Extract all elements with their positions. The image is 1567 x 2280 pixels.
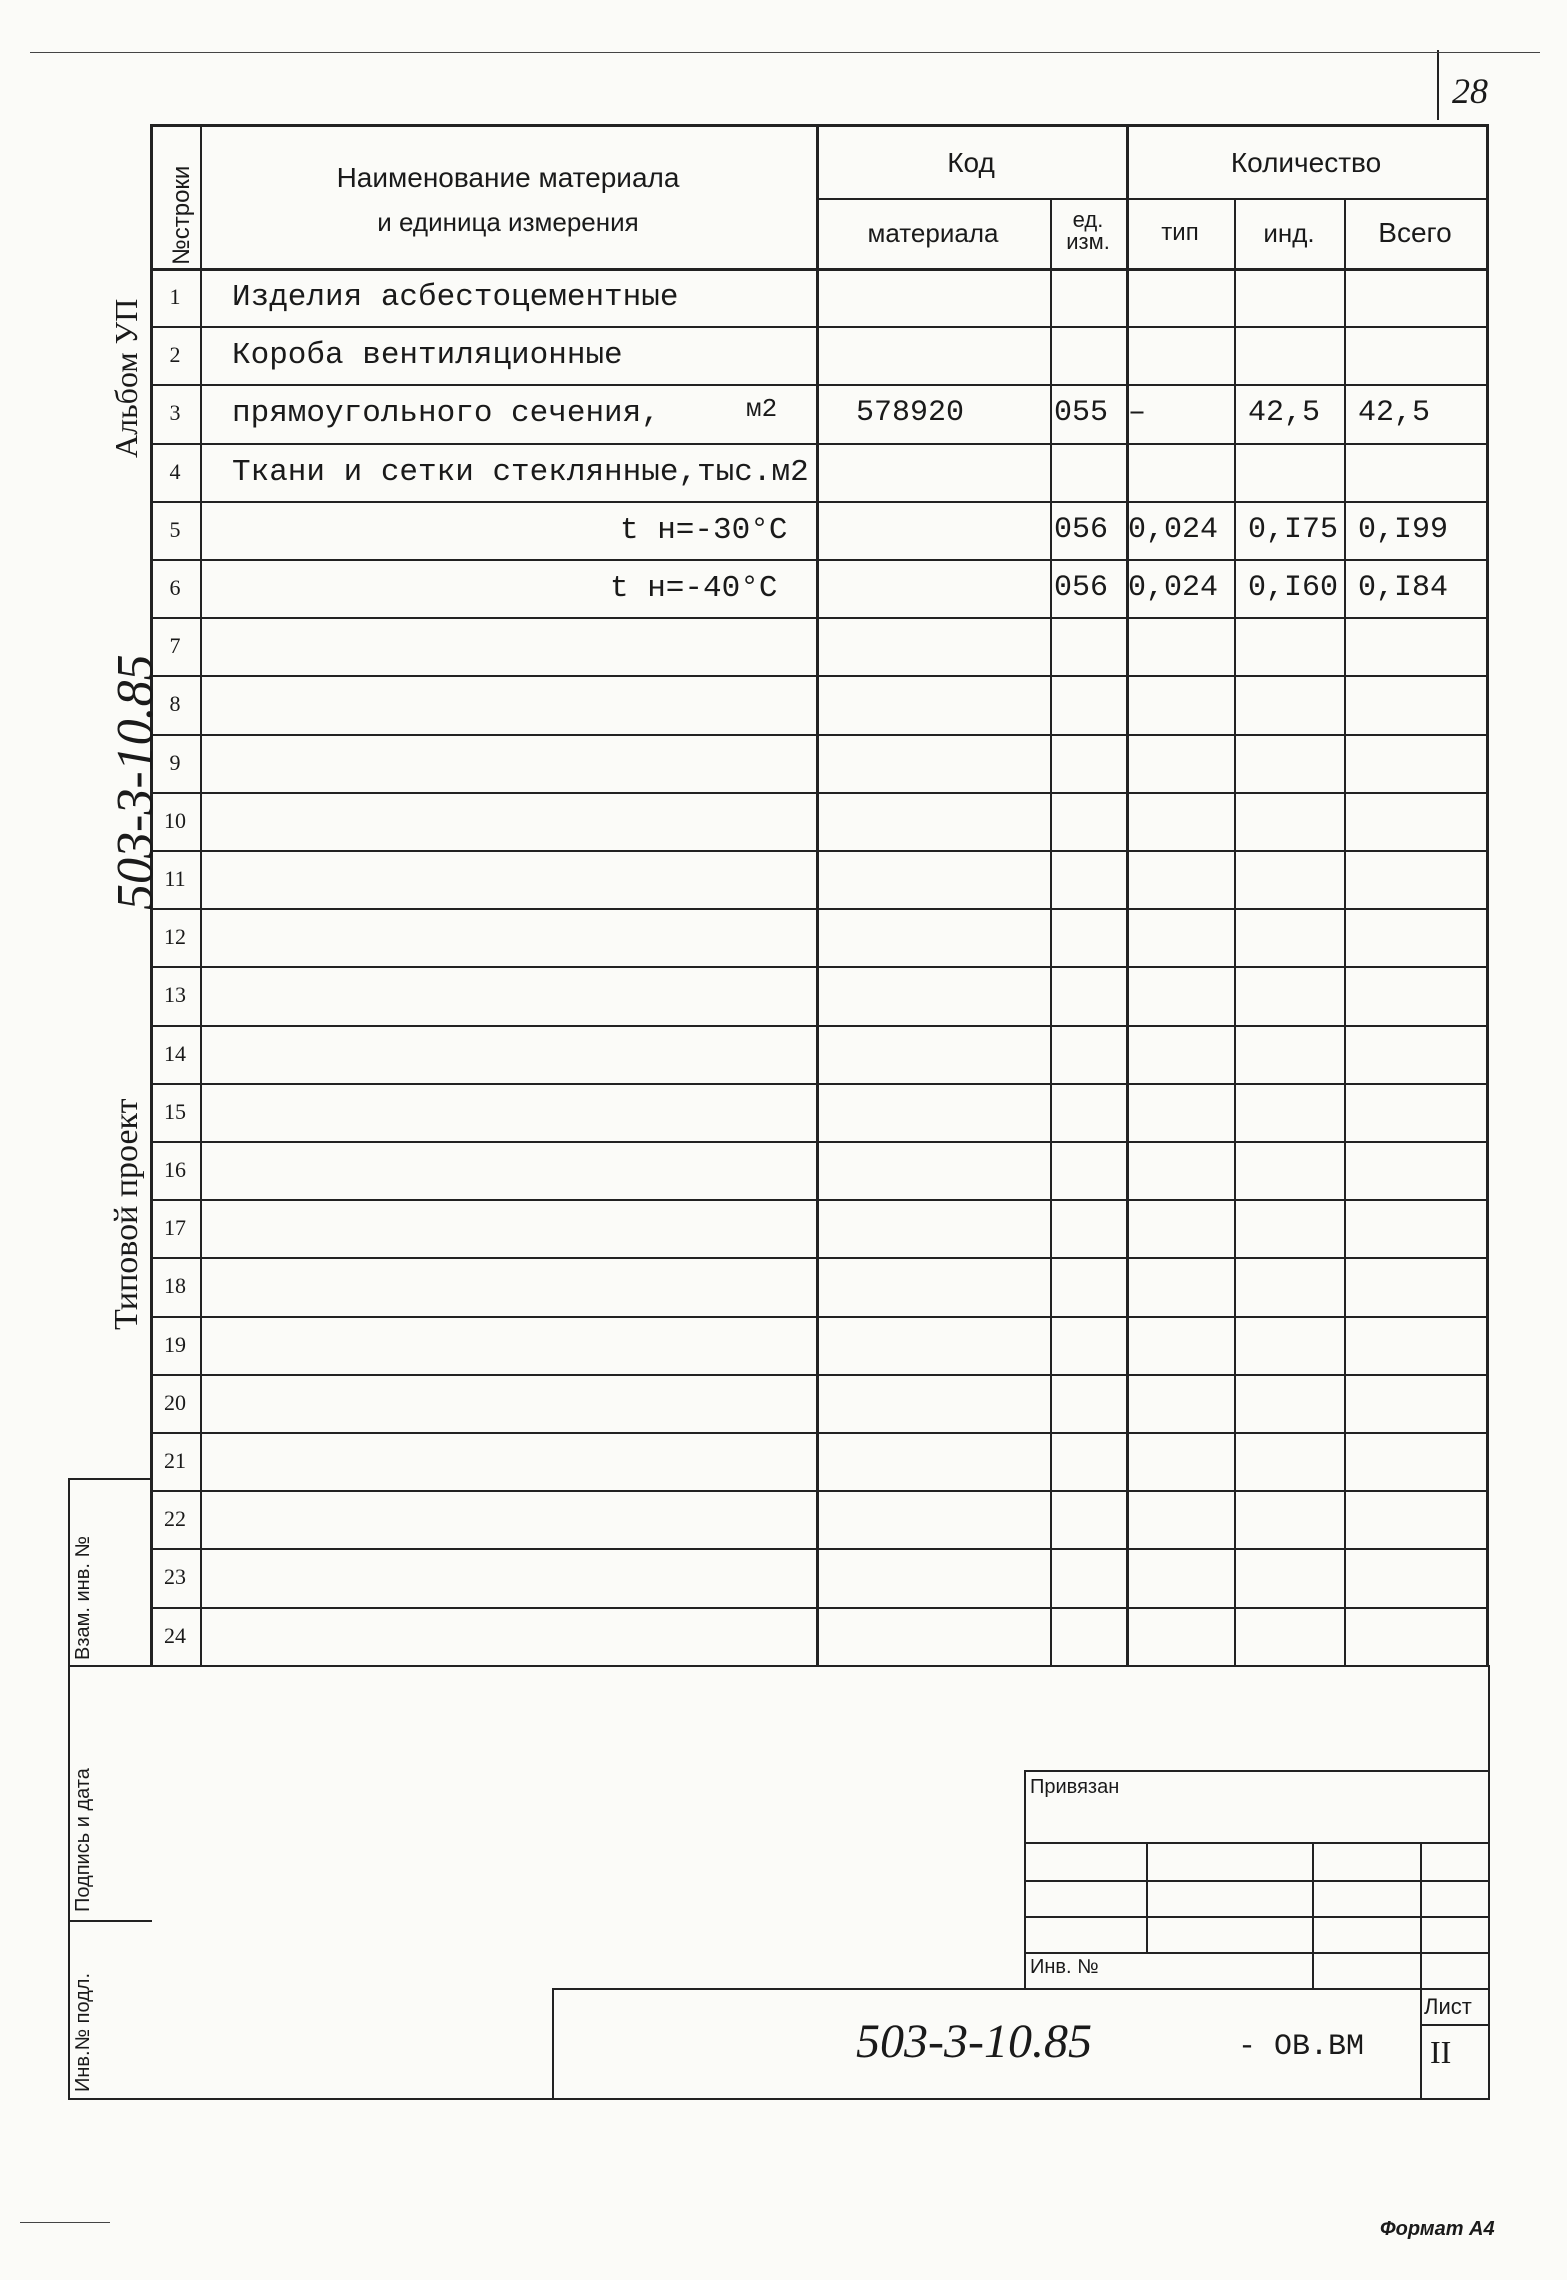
- inv-no-label: Инв. №: [1030, 1956, 1099, 1978]
- row-number: 5: [169, 516, 181, 542]
- doc-number-handwritten: 503-3-10.85: [856, 2015, 1092, 2068]
- header-name-line1: Наименование материала: [336, 161, 680, 193]
- unit-code: 056: [1054, 571, 1109, 605]
- row-number: 8: [169, 691, 181, 717]
- stamp-row2: [1024, 1880, 1488, 1882]
- qty-ind: 42,5: [1248, 396, 1321, 431]
- row-number: 23: [164, 1564, 186, 1590]
- header-ind: инд.: [1263, 217, 1315, 248]
- row-number: 11: [164, 866, 186, 891]
- side-strip-bottom: [68, 2098, 1488, 2100]
- material-name: Изделия асбестоцементные: [232, 280, 679, 315]
- row-number: 22: [164, 1506, 186, 1532]
- qty-total: 0,I99: [1358, 512, 1449, 547]
- qty-ind: 0,I60: [1248, 571, 1339, 605]
- col-unit: [1050, 198, 1052, 1665]
- stamp-row3: [1024, 1916, 1488, 1918]
- header-unit: ед. изм.: [1066, 207, 1110, 254]
- side-strip-top: [68, 1478, 152, 1480]
- material-name: t н=-30°C: [620, 512, 788, 548]
- doc-suffix: - ОВ.ВМ: [1238, 2030, 1365, 2064]
- row-number: 17: [164, 1215, 186, 1241]
- qty-typ: 0,024: [1128, 571, 1219, 605]
- side-strip-div1: [68, 1665, 1488, 1667]
- typical-project-label: Типовой проект: [108, 1098, 145, 1330]
- header-material: материала: [867, 217, 999, 248]
- material-name: t н=-40°C: [610, 571, 778, 606]
- stamp-row4: [1024, 1952, 1488, 1954]
- row-number: 9: [169, 749, 181, 775]
- row-number: 19: [164, 1331, 186, 1357]
- qty-typ: –: [1128, 396, 1147, 431]
- unit-code: 056: [1054, 512, 1109, 547]
- list-value: II: [1430, 2034, 1452, 2070]
- unit-code: 055: [1054, 396, 1109, 431]
- col-code: [816, 124, 819, 1665]
- main-stamp-top: [552, 1988, 1488, 1990]
- row-number: 4: [169, 458, 181, 484]
- header-name-line2: и единица измерения: [377, 206, 639, 237]
- col-ind: [1234, 198, 1236, 1665]
- stamp-col1: [1146, 1842, 1148, 1952]
- bottom-left-mark: [20, 2222, 110, 2223]
- row-number: 16: [164, 1157, 186, 1182]
- row-number: 7: [169, 633, 181, 659]
- material-name: Ткани и сетки стеклянные,тыс.м2: [232, 454, 809, 490]
- row-number: 21: [164, 1448, 186, 1473]
- header-row-no: №строки: [168, 165, 195, 265]
- row-number: 14: [164, 1040, 186, 1066]
- sheet-number: 28: [1452, 71, 1488, 111]
- col-typ: [1126, 124, 1129, 1665]
- row-number: 13: [164, 982, 186, 1008]
- stamp-col2: [1312, 1842, 1314, 1988]
- col-right: [1486, 124, 1489, 1665]
- material-name: Короба вентиляционные: [232, 338, 623, 374]
- stamp-left: [1024, 1770, 1026, 1988]
- vzam-inv-label: Взам. инв. №: [72, 1536, 94, 1660]
- material-code: 578920: [856, 396, 965, 431]
- row-number: 2: [169, 342, 181, 368]
- stamp-top: [1024, 1770, 1488, 1772]
- header-quantity: Количество: [1230, 146, 1382, 178]
- album-label: Альбом УП: [108, 298, 144, 458]
- side-strip-left: [68, 1478, 70, 2100]
- sheet-number-divider: [1437, 50, 1439, 120]
- privyazan-label: Привязан: [1030, 1776, 1120, 1798]
- header-total: Всего: [1378, 216, 1452, 248]
- qty-typ: 0,024: [1128, 512, 1219, 547]
- row-number: 12: [164, 924, 186, 950]
- row-number: 1: [169, 284, 181, 309]
- material-name: прямоугольного сечения,: [232, 396, 660, 432]
- side-strip-div2: [68, 1920, 152, 1922]
- row-number: 24: [164, 1622, 186, 1648]
- sign-date-label: Подпись и дата: [72, 1768, 94, 1912]
- unit-text: м2: [746, 394, 778, 425]
- main-stamp-left: [552, 1988, 554, 2100]
- row-number: 20: [164, 1389, 186, 1415]
- qty-ind: 0,I75: [1248, 512, 1339, 547]
- header-code: Код: [947, 146, 995, 178]
- row-number: 18: [164, 1273, 186, 1299]
- list-divider-h: [1420, 2024, 1488, 2026]
- top-border: [30, 52, 1540, 53]
- row-number: 15: [164, 1098, 186, 1124]
- row-number: 6: [169, 575, 181, 600]
- qty-total: 42,5: [1358, 396, 1431, 431]
- format-label: Формат А4: [1380, 2218, 1495, 2240]
- list-divider: [1420, 1988, 1422, 2100]
- list-label: Лист: [1424, 1994, 1472, 2019]
- qty-total: 0,I84: [1358, 571, 1449, 605]
- stamp-col3: [1420, 1842, 1422, 1988]
- header-typ: тип: [1161, 218, 1199, 246]
- row-number: 3: [169, 400, 181, 426]
- inv-podl-label: Инв.№ подл.: [72, 1972, 94, 2092]
- stamp-right: [1488, 1665, 1490, 2100]
- col-total: [1344, 198, 1346, 1665]
- project-number-handwritten: 503-3-10.85: [107, 654, 164, 910]
- row-number: 10: [164, 807, 186, 833]
- col-rownum: [200, 124, 202, 1665]
- stamp-row1: [1024, 1842, 1488, 1844]
